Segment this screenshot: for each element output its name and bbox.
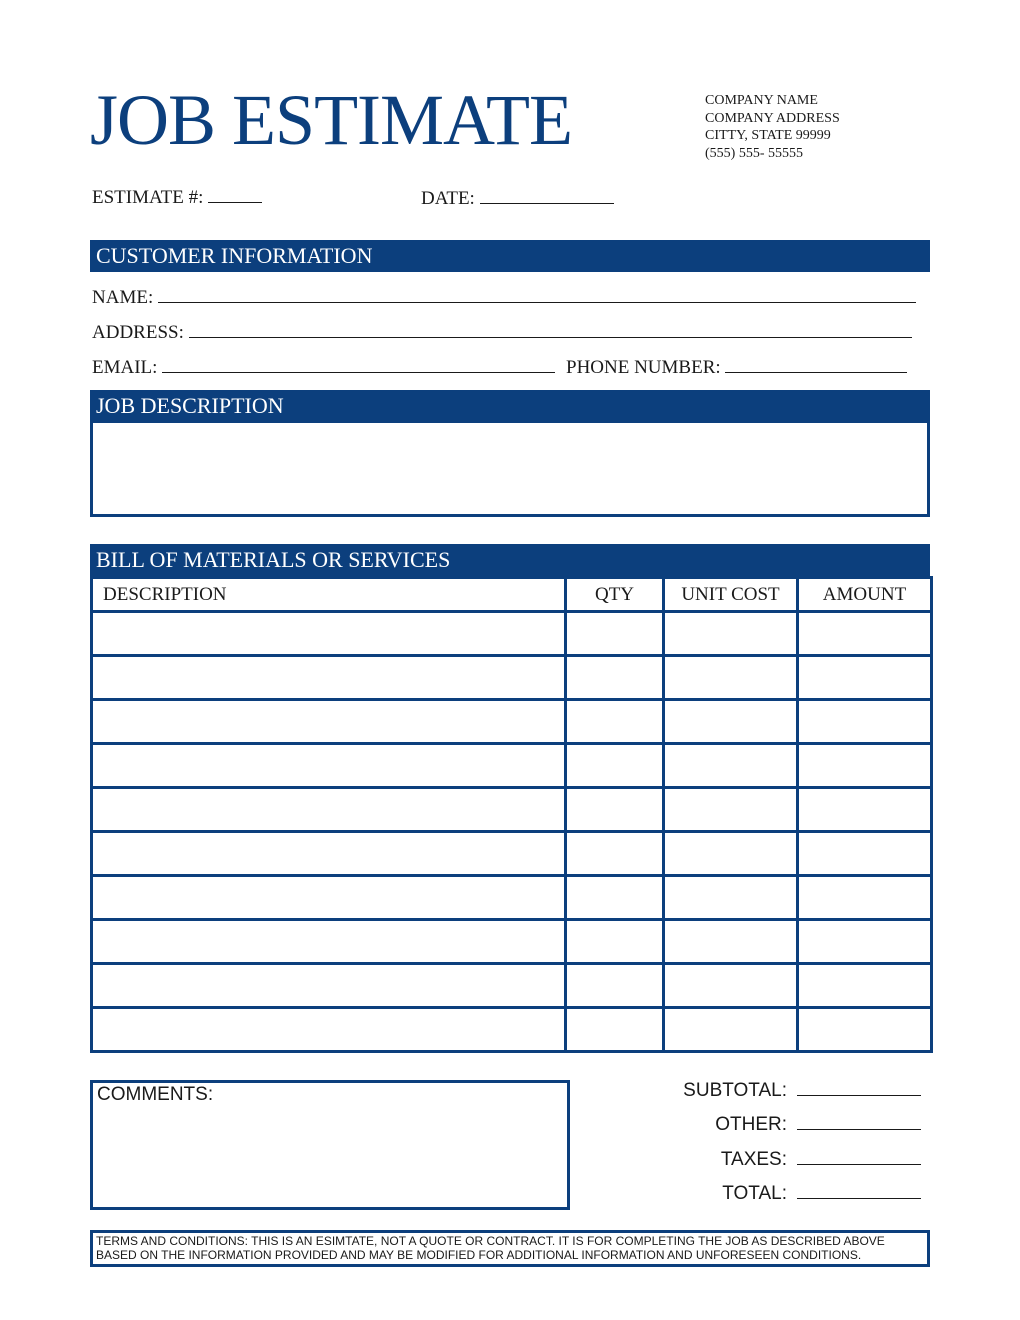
amount-cell[interactable] (798, 612, 932, 656)
other-line[interactable] (797, 1113, 921, 1130)
qty-cell[interactable] (566, 1008, 664, 1052)
table-row (92, 964, 932, 1008)
subtotal-line[interactable] (797, 1079, 921, 1096)
unit-cost-cell[interactable] (664, 876, 798, 920)
company-address: COMPANY ADDRESS (705, 110, 840, 126)
customer-name-line[interactable] (158, 286, 916, 303)
unit-cost-cell[interactable] (664, 1008, 798, 1052)
amount-cell[interactable] (798, 700, 932, 744)
total-field[interactable] (670, 1182, 921, 1205)
qty-cell[interactable] (566, 612, 664, 656)
description-cell[interactable] (92, 788, 566, 832)
qty-cell[interactable] (566, 876, 664, 920)
table-row (92, 832, 932, 876)
terms-line-2: BASED ON THE INFORMATION PROVIDED AND MAY BE MODIFIED FOR ADDITIONAL INFORMATION AND UNFORESEEN CONDITIONS. (96, 1248, 862, 1262)
customer-email-line[interactable] (162, 356, 555, 373)
description-cell[interactable] (92, 612, 566, 656)
table-row (92, 920, 932, 964)
subtotal-field[interactable] (670, 1079, 921, 1102)
customer-email-field[interactable] (92, 356, 555, 379)
description-cell[interactable] (92, 1008, 566, 1052)
column-unit-cost: UNIT COST (664, 578, 798, 612)
amount-cell[interactable] (798, 656, 932, 700)
qty-cell[interactable] (566, 788, 664, 832)
table-row (92, 1008, 932, 1052)
date-field[interactable] (421, 187, 614, 210)
estimate-number-field[interactable] (92, 186, 262, 209)
job-description-heading: JOB DESCRIPTION (90, 390, 930, 422)
amount-cell[interactable] (798, 744, 932, 788)
unit-cost-cell[interactable] (664, 700, 798, 744)
qty-cell[interactable] (566, 964, 664, 1008)
customer-address-label: ADDRESS: (92, 322, 184, 343)
table-row (92, 788, 932, 832)
date-label: DATE: (421, 188, 475, 209)
unit-cost-cell[interactable] (664, 656, 798, 700)
taxes-line[interactable] (797, 1148, 921, 1165)
customer-address-line[interactable] (189, 321, 912, 338)
page-title: JOB ESTIMATE (90, 80, 573, 160)
amount-cell[interactable] (798, 1008, 932, 1052)
table-row (92, 700, 932, 744)
amount-cell[interactable] (798, 832, 932, 876)
table-row (92, 656, 932, 700)
description-cell[interactable] (92, 920, 566, 964)
qty-cell[interactable] (566, 700, 664, 744)
subtotal-label: SUBTOTAL: (683, 1080, 787, 1101)
customer-phone-line[interactable] (725, 356, 907, 373)
date-line[interactable] (480, 187, 614, 204)
column-amount: AMOUNT (798, 578, 932, 612)
customer-phone-label: PHONE NUMBER: (566, 357, 721, 378)
terms-box (90, 1230, 930, 1267)
total-label: TOTAL: (722, 1183, 787, 1204)
unit-cost-cell[interactable] (664, 612, 798, 656)
unit-cost-cell[interactable] (664, 832, 798, 876)
comments-box[interactable] (90, 1080, 570, 1210)
customer-address-field[interactable] (92, 321, 912, 344)
table-row (92, 744, 932, 788)
table-row (92, 876, 932, 920)
amount-cell[interactable] (798, 876, 932, 920)
job-description-box[interactable] (90, 420, 930, 517)
terms-line-1: TERMS AND CONDITIONS: THIS IS AN ESIMTATE, NOT A QUOTE OR CONTRACT. IT IS FOR COMPLETING THE JOB AS DESCRIBED ABOVE (96, 1234, 885, 1248)
company-city-state: CITTY, STATE 99999 (705, 128, 831, 143)
description-cell[interactable] (92, 876, 566, 920)
description-cell[interactable] (92, 744, 566, 788)
other-label: OTHER: (715, 1114, 787, 1135)
company-info (705, 92, 840, 162)
bill-heading: BILL OF MATERIALS OR SERVICES (90, 544, 930, 576)
amount-cell[interactable] (798, 964, 932, 1008)
taxes-label: TAXES: (720, 1149, 787, 1170)
comments-label: COMMENTS: (97, 1084, 214, 1105)
company-phone: (555) 555- 55555 (705, 145, 803, 161)
amount-cell[interactable] (798, 788, 932, 832)
description-cell[interactable] (92, 656, 566, 700)
taxes-field[interactable] (670, 1148, 921, 1171)
total-line[interactable] (797, 1182, 921, 1199)
description-cell[interactable] (92, 832, 566, 876)
customer-name-label: NAME: (92, 287, 154, 308)
estimate-number-label: ESTIMATE #: (92, 187, 204, 208)
description-cell[interactable] (92, 700, 566, 744)
unit-cost-cell[interactable] (664, 744, 798, 788)
qty-cell[interactable] (566, 656, 664, 700)
qty-cell[interactable] (566, 920, 664, 964)
customer-name-field[interactable] (92, 286, 916, 309)
company-name: COMPANY NAME (705, 93, 818, 108)
unit-cost-cell[interactable] (664, 964, 798, 1008)
description-cell[interactable] (92, 964, 566, 1008)
estimate-number-line[interactable] (208, 186, 262, 203)
customer-info-heading: CUSTOMER INFORMATION (90, 240, 930, 272)
amount-cell[interactable] (798, 920, 932, 964)
column-description: DESCRIPTION (92, 578, 566, 612)
unit-cost-cell[interactable] (664, 788, 798, 832)
customer-email-label: EMAIL: (92, 357, 158, 378)
customer-phone-field[interactable] (566, 356, 907, 379)
other-field[interactable] (670, 1113, 921, 1136)
unit-cost-cell[interactable] (664, 920, 798, 964)
bill-header-row (92, 578, 932, 612)
bill-table (90, 576, 933, 1053)
qty-cell[interactable] (566, 744, 664, 788)
column-qty: QTY (566, 578, 664, 612)
table-row (92, 612, 932, 656)
qty-cell[interactable] (566, 832, 664, 876)
